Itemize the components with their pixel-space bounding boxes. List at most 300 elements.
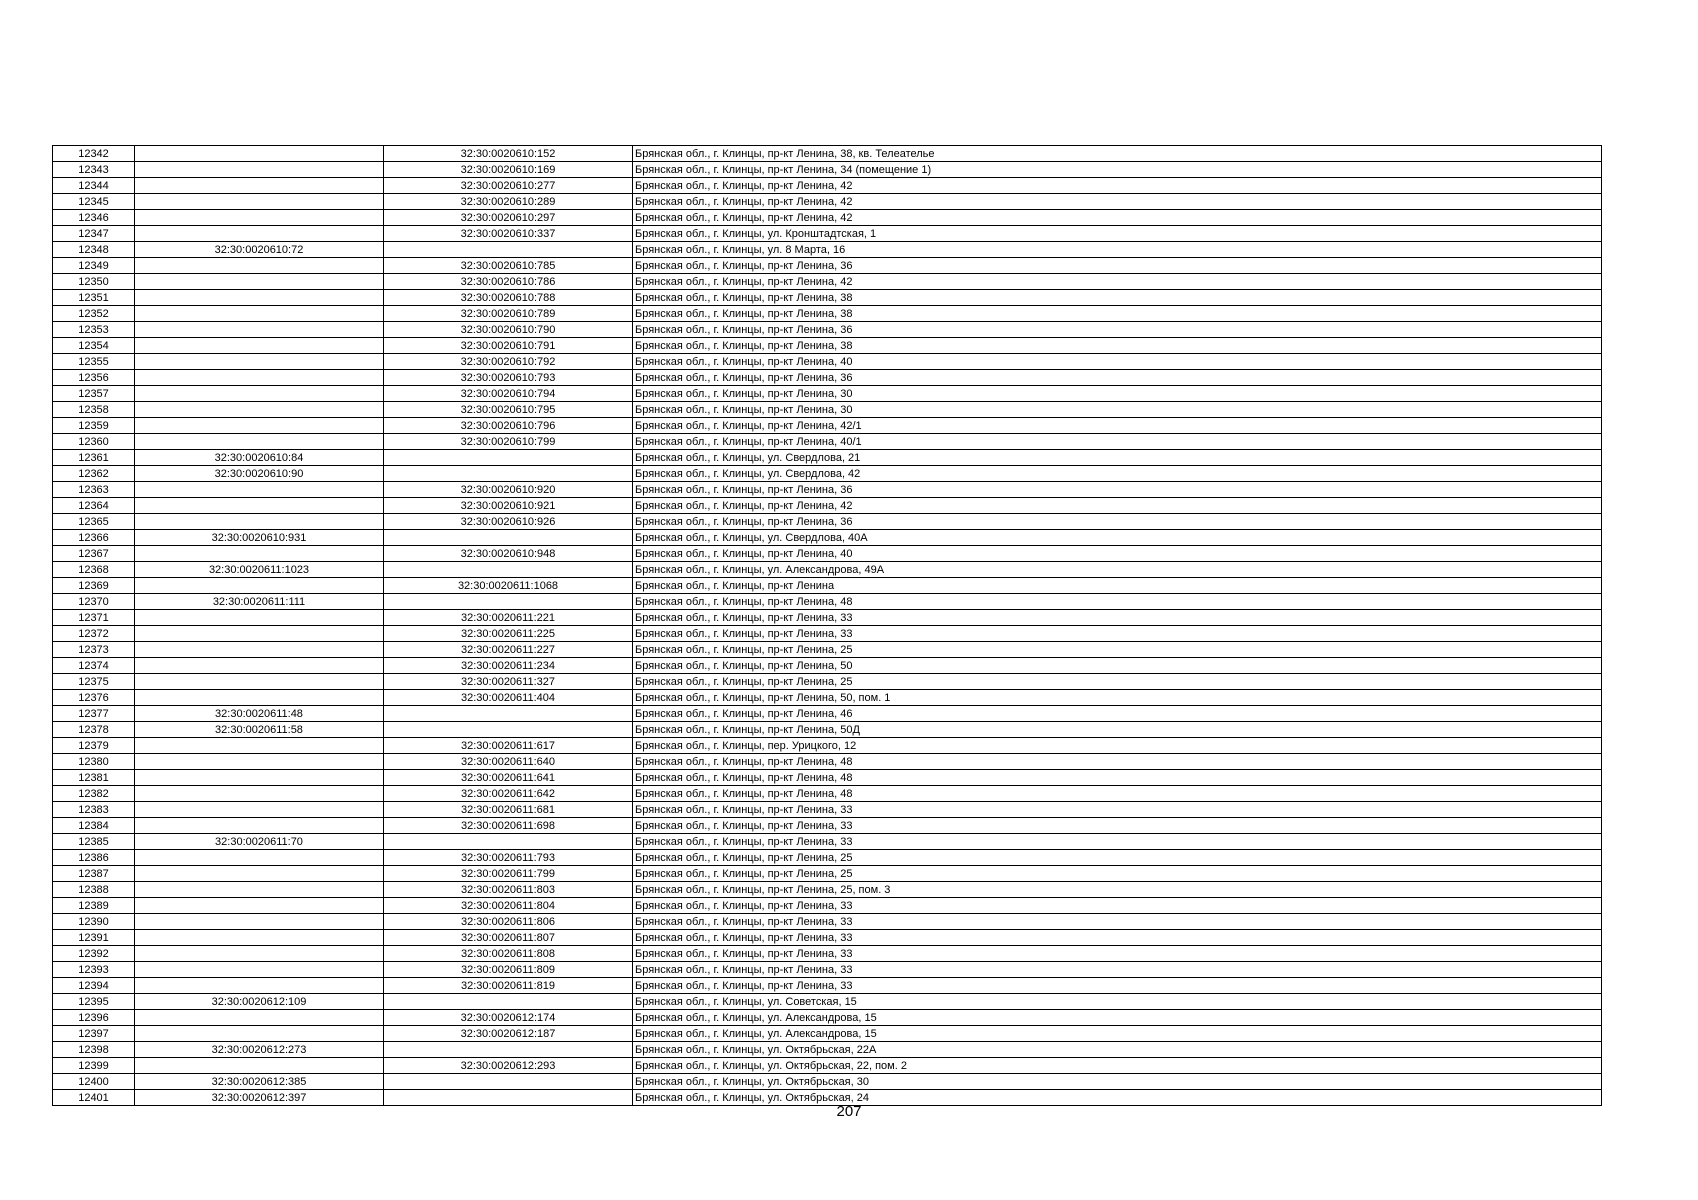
row-number-cell: 12343 [53,162,135,178]
object-cadastral-number-cell: 32:30:0020610:792 [384,354,633,370]
table-row [53,322,1602,338]
object-cadastral-number-cell [384,466,633,482]
row-number-cell: 12361 [53,450,135,466]
address-cell: Брянская обл., г. Клинцы, пр-кт Ленина, 42 [633,274,1602,290]
row-number-cell: 12376 [53,690,135,706]
row-number-cell: 12362 [53,466,135,482]
object-cadastral-number-cell: 32:30:0020610:791 [384,338,633,354]
table-row [53,834,1602,850]
object-cadastral-number-cell: 32:30:0020611:642 [384,786,633,802]
row-number-cell: 12380 [53,754,135,770]
land-cadastral-number-cell [135,1026,384,1042]
land-cadastral-number-cell [135,754,384,770]
address-cell: Брянская обл., г. Клинцы, пр-кт Ленина, 50, пом. 1 [633,690,1602,706]
object-cadastral-number-cell: 32:30:0020612:293 [384,1058,633,1074]
table-row [53,354,1602,370]
object-cadastral-number-cell: 32:30:0020610:793 [384,370,633,386]
row-number-cell: 12359 [53,418,135,434]
row-number-cell: 12397 [53,1026,135,1042]
land-cadastral-number-cell: 32:30:0020611:1023 [135,562,384,578]
address-cell: Брянская обл., г. Клинцы, пр-кт Ленина, 40 [633,354,1602,370]
row-number-cell: 12393 [53,962,135,978]
address-cell: Брянская обл., г. Клинцы, ул. Свердлова, 21 [633,450,1602,466]
table-row [53,514,1602,530]
object-cadastral-number-cell: 32:30:0020610:920 [384,482,633,498]
object-cadastral-number-cell: 32:30:0020611:803 [384,882,633,898]
row-number-cell: 12357 [53,386,135,402]
row-number-cell: 12346 [53,210,135,226]
address-cell: Брянская обл., г. Клинцы, пр-кт Ленина, 36 [633,482,1602,498]
address-cell: Брянская обл., г. Клинцы, пр-кт Ленина, 36 [633,370,1602,386]
register-table-body [53,146,1602,1106]
address-cell: Брянская обл., г. Клинцы, ул. Александрова, 15 [633,1026,1602,1042]
row-number-cell: 12352 [53,306,135,322]
row-number-cell: 12342 [53,146,135,162]
table-row [53,162,1602,178]
land-cadastral-number-cell: 32:30:0020611:111 [135,594,384,610]
row-number-cell: 12349 [53,258,135,274]
table-row [53,546,1602,562]
row-number-cell: 12389 [53,898,135,914]
row-number-cell: 12358 [53,402,135,418]
table-row [53,1042,1602,1058]
row-number-cell: 12384 [53,818,135,834]
address-cell: Брянская обл., г. Клинцы, ул. Кронштадтская, 1 [633,226,1602,242]
address-cell: Брянская обл., г. Клинцы, пр-кт Ленина, 25 [633,850,1602,866]
row-number-cell: 12365 [53,514,135,530]
land-cadastral-number-cell: 32:30:0020611:58 [135,722,384,738]
object-cadastral-number-cell: 32:30:0020610:948 [384,546,633,562]
table-row [53,258,1602,274]
table-row [53,754,1602,770]
address-cell: Брянская обл., г. Клинцы, пр-кт Ленина, 25 [633,642,1602,658]
row-number-cell: 12371 [53,610,135,626]
land-cadastral-number-cell [135,370,384,386]
object-cadastral-number-cell: 32:30:0020611:819 [384,978,633,994]
address-cell: Брянская обл., г. Клинцы, пр-кт Ленина, 34 (помещение 1) [633,162,1602,178]
address-cell: Брянская обл., г. Клинцы, пр-кт Ленина, 42 [633,498,1602,514]
land-cadastral-number-cell [135,978,384,994]
address-cell: Брянская обл., г. Клинцы, пр-кт Ленина, 33 [633,818,1602,834]
row-number-cell: 12351 [53,290,135,306]
table-row [53,946,1602,962]
object-cadastral-number-cell: 32:30:0020610:169 [384,162,633,178]
land-cadastral-number-cell [135,226,384,242]
row-number-cell: 12388 [53,882,135,898]
table-row [53,610,1602,626]
table-row [53,658,1602,674]
land-cadastral-number-cell [135,482,384,498]
land-cadastral-number-cell [135,930,384,946]
page-number: 207 [836,1103,862,1120]
object-cadastral-number-cell: 32:30:0020610:786 [384,274,633,290]
address-cell: Брянская обл., г. Клинцы, ул. Александрова, 49А [633,562,1602,578]
object-cadastral-number-cell: 32:30:0020610:297 [384,210,633,226]
land-cadastral-number-cell [135,386,384,402]
land-cadastral-number-cell [135,274,384,290]
land-cadastral-number-cell [135,642,384,658]
land-cadastral-number-cell [135,146,384,162]
object-cadastral-number-cell: 32:30:0020611:221 [384,610,633,626]
land-cadastral-number-cell [135,850,384,866]
address-cell: Брянская обл., г. Клинцы, пр-кт Ленина, 42/1 [633,418,1602,434]
row-number-cell: 12394 [53,978,135,994]
land-cadastral-number-cell [135,210,384,226]
table-row [53,1026,1602,1042]
row-number-cell: 12356 [53,370,135,386]
table-row [53,210,1602,226]
row-number-cell: 12392 [53,946,135,962]
land-cadastral-number-cell [135,162,384,178]
land-cadastral-number-cell: 32:30:0020610:931 [135,530,384,546]
land-cadastral-number-cell [135,306,384,322]
object-cadastral-number-cell [384,722,633,738]
land-cadastral-number-cell [135,674,384,690]
object-cadastral-number-cell [384,994,633,1010]
address-cell: Брянская обл., г. Клинцы, пр-кт Ленина, 50Д [633,722,1602,738]
address-cell: Брянская обл., г. Клинцы, пр-кт Ленина, 40/1 [633,434,1602,450]
land-cadastral-number-cell [135,194,384,210]
land-cadastral-number-cell [135,258,384,274]
object-cadastral-number-cell: 32:30:0020611:617 [384,738,633,754]
row-number-cell: 12386 [53,850,135,866]
address-cell: Брянская обл., г. Клинцы, ул. Октябрьская, 24 [633,1090,1602,1106]
object-cadastral-number-cell: 32:30:0020610:795 [384,402,633,418]
object-cadastral-number-cell [384,1042,633,1058]
table-row [53,178,1602,194]
row-number-cell: 12354 [53,338,135,354]
land-cadastral-number-cell [135,610,384,626]
table-row [53,306,1602,322]
land-cadastral-number-cell [135,402,384,418]
address-cell: Брянская обл., г. Клинцы, пр-кт Ленина, 30 [633,386,1602,402]
object-cadastral-number-cell: 32:30:0020611:807 [384,930,633,946]
row-number-cell: 12377 [53,706,135,722]
address-cell: Брянская обл., г. Клинцы, пр-кт Ленина, 36 [633,322,1602,338]
object-cadastral-number-cell: 32:30:0020611:698 [384,818,633,834]
object-cadastral-number-cell: 32:30:0020612:174 [384,1010,633,1026]
land-cadastral-number-cell [135,1010,384,1026]
land-cadastral-number-cell [135,498,384,514]
address-cell: Брянская обл., г. Клинцы, пр-кт Ленина, 30 [633,402,1602,418]
land-cadastral-number-cell: 32:30:0020612:109 [135,994,384,1010]
table-row [53,290,1602,306]
object-cadastral-number-cell: 32:30:0020610:794 [384,386,633,402]
row-number-cell: 12381 [53,770,135,786]
land-cadastral-number-cell [135,962,384,978]
object-cadastral-number-cell: 32:30:0020611:640 [384,754,633,770]
table-row [53,786,1602,802]
row-number-cell: 12345 [53,194,135,210]
address-cell: Брянская обл., г. Клинцы, пр-кт Ленина, 36 [633,514,1602,530]
row-number-cell: 12363 [53,482,135,498]
table-row [53,626,1602,642]
address-cell: Брянская обл., г. Клинцы, пр-кт Ленина, 33 [633,930,1602,946]
address-cell: Брянская обл., г. Клинцы, ул. 8 Марта, 16 [633,242,1602,258]
object-cadastral-number-cell: 32:30:0020610:337 [384,226,633,242]
table-row [53,1058,1602,1074]
object-cadastral-number-cell: 32:30:0020610:789 [384,306,633,322]
land-cadastral-number-cell [135,514,384,530]
row-number-cell: 12382 [53,786,135,802]
land-cadastral-number-cell: 32:30:0020612:273 [135,1042,384,1058]
table-row [53,146,1602,162]
address-cell: Брянская обл., г. Клинцы, ул. Александрова, 15 [633,1010,1602,1026]
address-cell: Брянская обл., г. Клинцы, пр-кт Ленина, 33 [633,610,1602,626]
object-cadastral-number-cell [384,242,633,258]
land-cadastral-number-cell [135,338,384,354]
address-cell: Брянская обл., г. Клинцы, пр-кт Ленина, 25, пом. 3 [633,882,1602,898]
table-row [53,850,1602,866]
object-cadastral-number-cell: 32:30:0020611:641 [384,770,633,786]
table-row [53,866,1602,882]
object-cadastral-number-cell: 32:30:0020611:806 [384,914,633,930]
row-number-cell: 12360 [53,434,135,450]
table-row [53,674,1602,690]
row-number-cell: 12395 [53,994,135,1010]
row-number-cell: 12375 [53,674,135,690]
object-cadastral-number-cell: 32:30:0020610:796 [384,418,633,434]
address-cell: Брянская обл., г. Клинцы, пр-кт Ленина, 33 [633,946,1602,962]
address-cell: Брянская обл., г. Клинцы, пр-кт Ленина, 38 [633,306,1602,322]
row-number-cell: 12350 [53,274,135,290]
land-cadastral-number-cell [135,434,384,450]
object-cadastral-number-cell: 32:30:0020611:225 [384,626,633,642]
row-number-cell: 12383 [53,802,135,818]
table-row [53,402,1602,418]
row-number-cell: 12355 [53,354,135,370]
object-cadastral-number-cell: 32:30:0020611:808 [384,946,633,962]
address-cell: Брянская обл., г. Клинцы, пр-кт Ленина, 48 [633,594,1602,610]
table-row [53,466,1602,482]
address-cell: Брянская обл., г. Клинцы, пр-кт Ленина, 38 [633,290,1602,306]
row-number-cell: 12400 [53,1074,135,1090]
object-cadastral-number-cell [384,594,633,610]
land-cadastral-number-cell [135,770,384,786]
row-number-cell: 12364 [53,498,135,514]
row-number-cell: 12344 [53,178,135,194]
land-cadastral-number-cell [135,946,384,962]
object-cadastral-number-cell [384,1074,633,1090]
object-cadastral-number-cell [384,530,633,546]
row-number-cell: 12401 [53,1090,135,1106]
table-row [53,562,1602,578]
land-cadastral-number-cell [135,738,384,754]
land-cadastral-number-cell [135,322,384,338]
address-cell: Брянская обл., г. Клинцы, пр-кт Ленина, 33 [633,802,1602,818]
table-row [53,450,1602,466]
object-cadastral-number-cell: 32:30:0020611:804 [384,898,633,914]
land-cadastral-number-cell: 32:30:0020612:385 [135,1074,384,1090]
object-cadastral-number-cell: 32:30:0020610:788 [384,290,633,306]
table-row [53,962,1602,978]
object-cadastral-number-cell: 32:30:0020610:289 [384,194,633,210]
row-number-cell: 12399 [53,1058,135,1074]
address-cell: Брянская обл., г. Клинцы, пр-кт Ленина, 33 [633,914,1602,930]
table-row [53,386,1602,402]
address-cell: Брянская обл., г. Клинцы, ул. Советская, 15 [633,994,1602,1010]
object-cadastral-number-cell: 32:30:0020610:152 [384,146,633,162]
table-row [53,770,1602,786]
row-number-cell: 12374 [53,658,135,674]
land-cadastral-number-cell [135,866,384,882]
property-register-table [52,145,1602,1106]
object-cadastral-number-cell: 32:30:0020611:327 [384,674,633,690]
address-cell: Брянская обл., г. Клинцы, пр-кт Ленина, 42 [633,194,1602,210]
table-row [53,594,1602,610]
table-row [53,930,1602,946]
land-cadastral-number-cell: 32:30:0020611:70 [135,834,384,850]
address-cell: Брянская обл., г. Клинцы, пр-кт Ленина, 38, кв. Телеателье [633,146,1602,162]
object-cadastral-number-cell: 32:30:0020611:809 [384,962,633,978]
object-cadastral-number-cell [384,834,633,850]
object-cadastral-number-cell: 32:30:0020611:681 [384,802,633,818]
address-cell: Брянская обл., г. Клинцы, пр-кт Ленина, 42 [633,210,1602,226]
land-cadastral-number-cell: 32:30:0020611:48 [135,706,384,722]
land-cadastral-number-cell: 32:30:0020610:84 [135,450,384,466]
address-cell: Брянская обл., г. Клинцы, пр-кт Ленина, 33 [633,626,1602,642]
land-cadastral-number-cell [135,578,384,594]
address-cell: Брянская обл., г. Клинцы, пр-кт Ленина, 33 [633,962,1602,978]
row-number-cell: 12348 [53,242,135,258]
object-cadastral-number-cell [384,450,633,466]
land-cadastral-number-cell [135,354,384,370]
row-number-cell: 12391 [53,930,135,946]
row-number-cell: 12390 [53,914,135,930]
land-cadastral-number-cell [135,418,384,434]
table-row [53,722,1602,738]
table-row [53,914,1602,930]
table-row [53,818,1602,834]
row-number-cell: 12370 [53,594,135,610]
address-cell: Брянская обл., г. Клинцы, пр-кт Ленина, 38 [633,338,1602,354]
address-cell: Брянская обл., г. Клинцы, пер. Урицкого, 12 [633,738,1602,754]
table-row [53,978,1602,994]
land-cadastral-number-cell [135,882,384,898]
address-cell: Брянская обл., г. Клинцы, пр-кт Ленина [633,578,1602,594]
table-row [53,578,1602,594]
object-cadastral-number-cell [384,706,633,722]
row-number-cell: 12347 [53,226,135,242]
address-cell: Брянская обл., г. Клинцы, ул. Свердлова, 40А [633,530,1602,546]
address-cell: Брянская обл., г. Клинцы, пр-кт Ленина, 25 [633,674,1602,690]
object-cadastral-number-cell [384,562,633,578]
row-number-cell: 12385 [53,834,135,850]
object-cadastral-number-cell: 32:30:0020611:1068 [384,578,633,594]
address-cell: Брянская обл., г. Клинцы, пр-кт Ленина, 48 [633,754,1602,770]
object-cadastral-number-cell: 32:30:0020611:793 [384,850,633,866]
object-cadastral-number-cell: 32:30:0020610:921 [384,498,633,514]
land-cadastral-number-cell [135,1058,384,1074]
land-cadastral-number-cell [135,898,384,914]
object-cadastral-number-cell: 32:30:0020610:790 [384,322,633,338]
address-cell: Брянская обл., г. Клинцы, пр-кт Ленина, 40 [633,546,1602,562]
table-row [53,898,1602,914]
object-cadastral-number-cell: 32:30:0020610:785 [384,258,633,274]
address-cell: Брянская обл., г. Клинцы, ул. Октябрьская, 22, пом. 2 [633,1058,1602,1074]
object-cadastral-number-cell: 32:30:0020610:277 [384,178,633,194]
land-cadastral-number-cell [135,290,384,306]
table-row [53,498,1602,514]
object-cadastral-number-cell: 32:30:0020611:799 [384,866,633,882]
row-number-cell: 12378 [53,722,135,738]
object-cadastral-number-cell: 32:30:0020611:227 [384,642,633,658]
object-cadastral-number-cell: 32:30:0020611:234 [384,658,633,674]
land-cadastral-number-cell: 32:30:0020610:90 [135,466,384,482]
address-cell: Брянская обл., г. Клинцы, пр-кт Ленина, 36 [633,258,1602,274]
table-row [53,642,1602,658]
land-cadastral-number-cell [135,178,384,194]
table-row [53,738,1602,754]
table-row [53,226,1602,242]
table-row [53,690,1602,706]
table-row [53,274,1602,290]
table-row [53,530,1602,546]
address-cell: Брянская обл., г. Клинцы, ул. Октябрьская, 22А [633,1042,1602,1058]
row-number-cell: 12398 [53,1042,135,1058]
address-cell: Брянская обл., г. Клинцы, пр-кт Ленина, 42 [633,178,1602,194]
row-number-cell: 12366 [53,530,135,546]
land-cadastral-number-cell: 32:30:0020610:72 [135,242,384,258]
object-cadastral-number-cell: 32:30:0020610:799 [384,434,633,450]
table-row [53,706,1602,722]
table-row [53,434,1602,450]
table-row [53,242,1602,258]
row-number-cell: 12367 [53,546,135,562]
land-cadastral-number-cell [135,914,384,930]
row-number-cell: 12368 [53,562,135,578]
row-number-cell: 12372 [53,626,135,642]
object-cadastral-number-cell: 32:30:0020611:404 [384,690,633,706]
address-cell: Брянская обл., г. Клинцы, пр-кт Ленина, 33 [633,834,1602,850]
row-number-cell: 12379 [53,738,135,754]
address-cell: Брянская обл., г. Клинцы, пр-кт Ленина, 46 [633,706,1602,722]
address-cell: Брянская обл., г. Клинцы, пр-кт Ленина, 33 [633,898,1602,914]
row-number-cell: 12369 [53,578,135,594]
land-cadastral-number-cell [135,658,384,674]
row-number-cell: 12396 [53,1010,135,1026]
row-number-cell: 12353 [53,322,135,338]
table-row [53,1074,1602,1090]
address-cell: Брянская обл., г. Клинцы, пр-кт Ленина, 48 [633,786,1602,802]
land-cadastral-number-cell [135,546,384,562]
address-cell: Брянская обл., г. Клинцы, пр-кт Ленина, 33 [633,978,1602,994]
address-cell: Брянская обл., г. Клинцы, пр-кт Ленина, 25 [633,866,1602,882]
table-row [53,802,1602,818]
row-number-cell: 12373 [53,642,135,658]
address-cell: Брянская обл., г. Клинцы, ул. Свердлова, 42 [633,466,1602,482]
land-cadastral-number-cell [135,818,384,834]
row-number-cell: 12387 [53,866,135,882]
table-row [53,1010,1602,1026]
address-cell: Брянская обл., г. Клинцы, пр-кт Ленина, 50 [633,658,1602,674]
object-cadastral-number-cell: 32:30:0020610:926 [384,514,633,530]
table-row [53,994,1602,1010]
table-row [53,882,1602,898]
land-cadastral-number-cell [135,626,384,642]
table-row [53,194,1602,210]
land-cadastral-number-cell [135,786,384,802]
table-row [53,338,1602,354]
land-cadastral-number-cell [135,802,384,818]
land-cadastral-number-cell [135,690,384,706]
address-cell: Брянская обл., г. Клинцы, ул. Октябрьская, 30 [633,1074,1602,1090]
table-row [53,370,1602,386]
table-row [53,418,1602,434]
table-row [53,482,1602,498]
address-cell: Брянская обл., г. Клинцы, пр-кт Ленина, 48 [633,770,1602,786]
land-cadastral-number-cell: 32:30:0020612:397 [135,1090,384,1106]
